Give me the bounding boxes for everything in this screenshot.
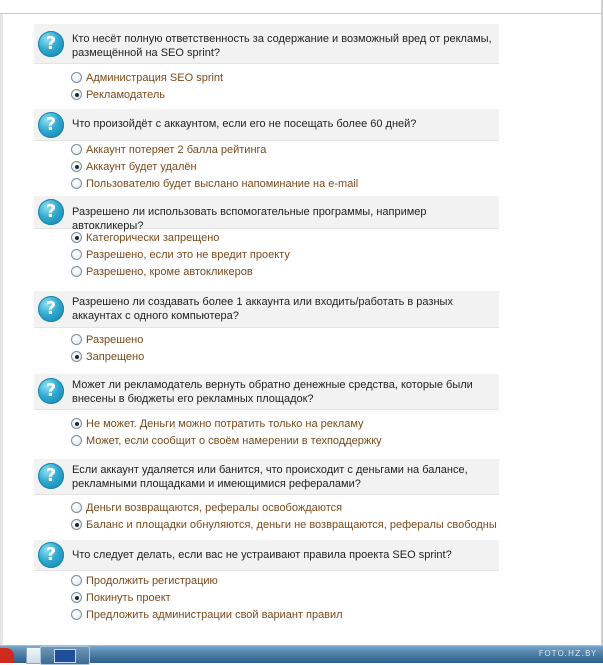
question-block-1 xyxy=(34,24,499,64)
answer-option[interactable] xyxy=(71,432,382,449)
answer-label: Категорически запрещено xyxy=(86,231,220,244)
answer-option[interactable] xyxy=(71,516,497,533)
question-text: Что произойдёт с аккаунтом, если его не посещать более 60 дней? xyxy=(72,118,417,130)
radio-button[interactable] xyxy=(71,435,82,446)
question-mark-icon: ? xyxy=(38,378,64,404)
answer-label: Рекламодатель xyxy=(86,88,165,101)
radio-button[interactable] xyxy=(71,502,82,513)
radio-button-selected[interactable] xyxy=(71,519,82,530)
answer-label: Аккаунт будет удалён xyxy=(86,160,197,173)
answer-option[interactable] xyxy=(71,246,290,263)
question-mark-icon: ? xyxy=(38,296,64,322)
radio-button[interactable] xyxy=(71,334,82,345)
radio-button[interactable] xyxy=(71,144,82,155)
question-mark-icon: ? xyxy=(38,463,64,489)
answer-label: Деньги возвращаются, рефералы освобождаются xyxy=(86,501,343,514)
answer-label: Разрешено xyxy=(86,333,144,346)
question-block-4 xyxy=(34,291,499,328)
question-text: Кто несёт полную ответственность за содержание и возможный вред от рекламы, размещённой на SEO sprint? xyxy=(72,33,492,59)
answer-option[interactable] xyxy=(71,572,343,589)
answer-group-7 xyxy=(71,572,343,623)
radio-button-selected[interactable] xyxy=(71,161,82,172)
radio-button-selected[interactable] xyxy=(71,592,82,603)
question-mark-icon: ? xyxy=(38,112,64,138)
question-block-5 xyxy=(34,374,499,410)
question-text: Разрешено ли использовать вспомогательные программы, например автокликеры? xyxy=(72,206,427,232)
question-text: Может ли рекламодатель вернуть обратно денежные средства, которые были внесены в бюджеты его рекламных площадок? xyxy=(72,379,473,405)
windows-taskbar xyxy=(0,645,603,663)
answer-label: Баланс и площадки обнуляются, деньги не возвращаются, рефералы свободны xyxy=(86,518,497,531)
answer-label: Покинуть проект xyxy=(86,591,171,604)
question-block-7 xyxy=(34,540,499,571)
answer-option[interactable] xyxy=(71,158,358,175)
answer-label: Не может. Деньги можно потратить только на рекламу xyxy=(86,417,364,430)
question-mark-icon: ? xyxy=(38,31,64,57)
answer-label: Администрация SEO sprint xyxy=(86,71,224,84)
answer-option[interactable] xyxy=(71,606,343,623)
answer-label: Может, если сообщит о своём намерении в техподдержку xyxy=(86,434,382,447)
radio-button[interactable] xyxy=(71,178,82,189)
radio-button-selected[interactable] xyxy=(71,418,82,429)
answer-label: Разрешено, кроме автокликеров xyxy=(86,265,253,278)
answer-option[interactable] xyxy=(71,331,144,348)
answer-label: Запрещено xyxy=(86,350,145,363)
radio-button[interactable] xyxy=(71,266,82,277)
answer-option[interactable] xyxy=(71,589,343,606)
question-block-2 xyxy=(34,109,499,141)
question-mark-icon: ? xyxy=(38,542,64,568)
answer-option[interactable] xyxy=(71,348,144,365)
radio-button-selected[interactable] xyxy=(71,351,82,362)
answer-option[interactable] xyxy=(71,141,358,158)
answer-group-3 xyxy=(71,229,290,280)
answer-option[interactable] xyxy=(71,69,223,86)
question-block-3 xyxy=(34,196,499,232)
answer-group-2 xyxy=(71,141,358,192)
question-text: Что следует делать, если вас не устраивают правила проекта SEO sprint? xyxy=(72,549,452,561)
question-mark-icon: ? xyxy=(38,199,64,225)
answer-label: Пользователю будет выслано напоминание на e-mail xyxy=(86,177,359,190)
answer-option[interactable] xyxy=(71,263,290,280)
answer-option[interactable] xyxy=(71,175,358,192)
answer-label: Аккаунт потеряет 2 балла рейтинга xyxy=(86,143,267,156)
start-button-icon[interactable] xyxy=(0,648,14,663)
radio-button[interactable] xyxy=(71,249,82,260)
active-taskbar-app-button[interactable] xyxy=(40,646,90,665)
radio-button-selected[interactable] xyxy=(71,232,82,243)
answer-label: Предложить администрации свой вариант правил xyxy=(86,608,343,621)
question-block-6 xyxy=(34,459,499,495)
answer-group-6 xyxy=(71,499,497,533)
answer-label: Разрешено, если это не вредит проекту xyxy=(86,248,290,261)
question-text: Разрешено ли создавать более 1 аккаунта или входить/работать в разных аккаунтах с одного компьютера? xyxy=(72,296,453,322)
radio-button[interactable] xyxy=(71,72,82,83)
answer-label: Продолжить регистрацию xyxy=(86,574,218,587)
save-disk-icon xyxy=(54,649,76,663)
watermark: FOTO.HZ.BY xyxy=(538,649,597,658)
answer-group-1 xyxy=(71,69,223,103)
radio-button[interactable] xyxy=(71,609,82,620)
answer-option[interactable] xyxy=(71,86,223,103)
question-text: Если аккаунт удаляется или банится, что происходит с деньгами на балансе, рекламными площадками и имеющимися рефералами? xyxy=(72,464,468,490)
answer-option[interactable] xyxy=(71,229,290,246)
answer-option[interactable] xyxy=(71,415,382,432)
radio-button[interactable] xyxy=(71,575,82,586)
radio-button-selected[interactable] xyxy=(71,89,82,100)
answer-group-5 xyxy=(71,415,382,449)
answer-group-4 xyxy=(71,331,144,365)
answer-option[interactable] xyxy=(71,499,497,516)
